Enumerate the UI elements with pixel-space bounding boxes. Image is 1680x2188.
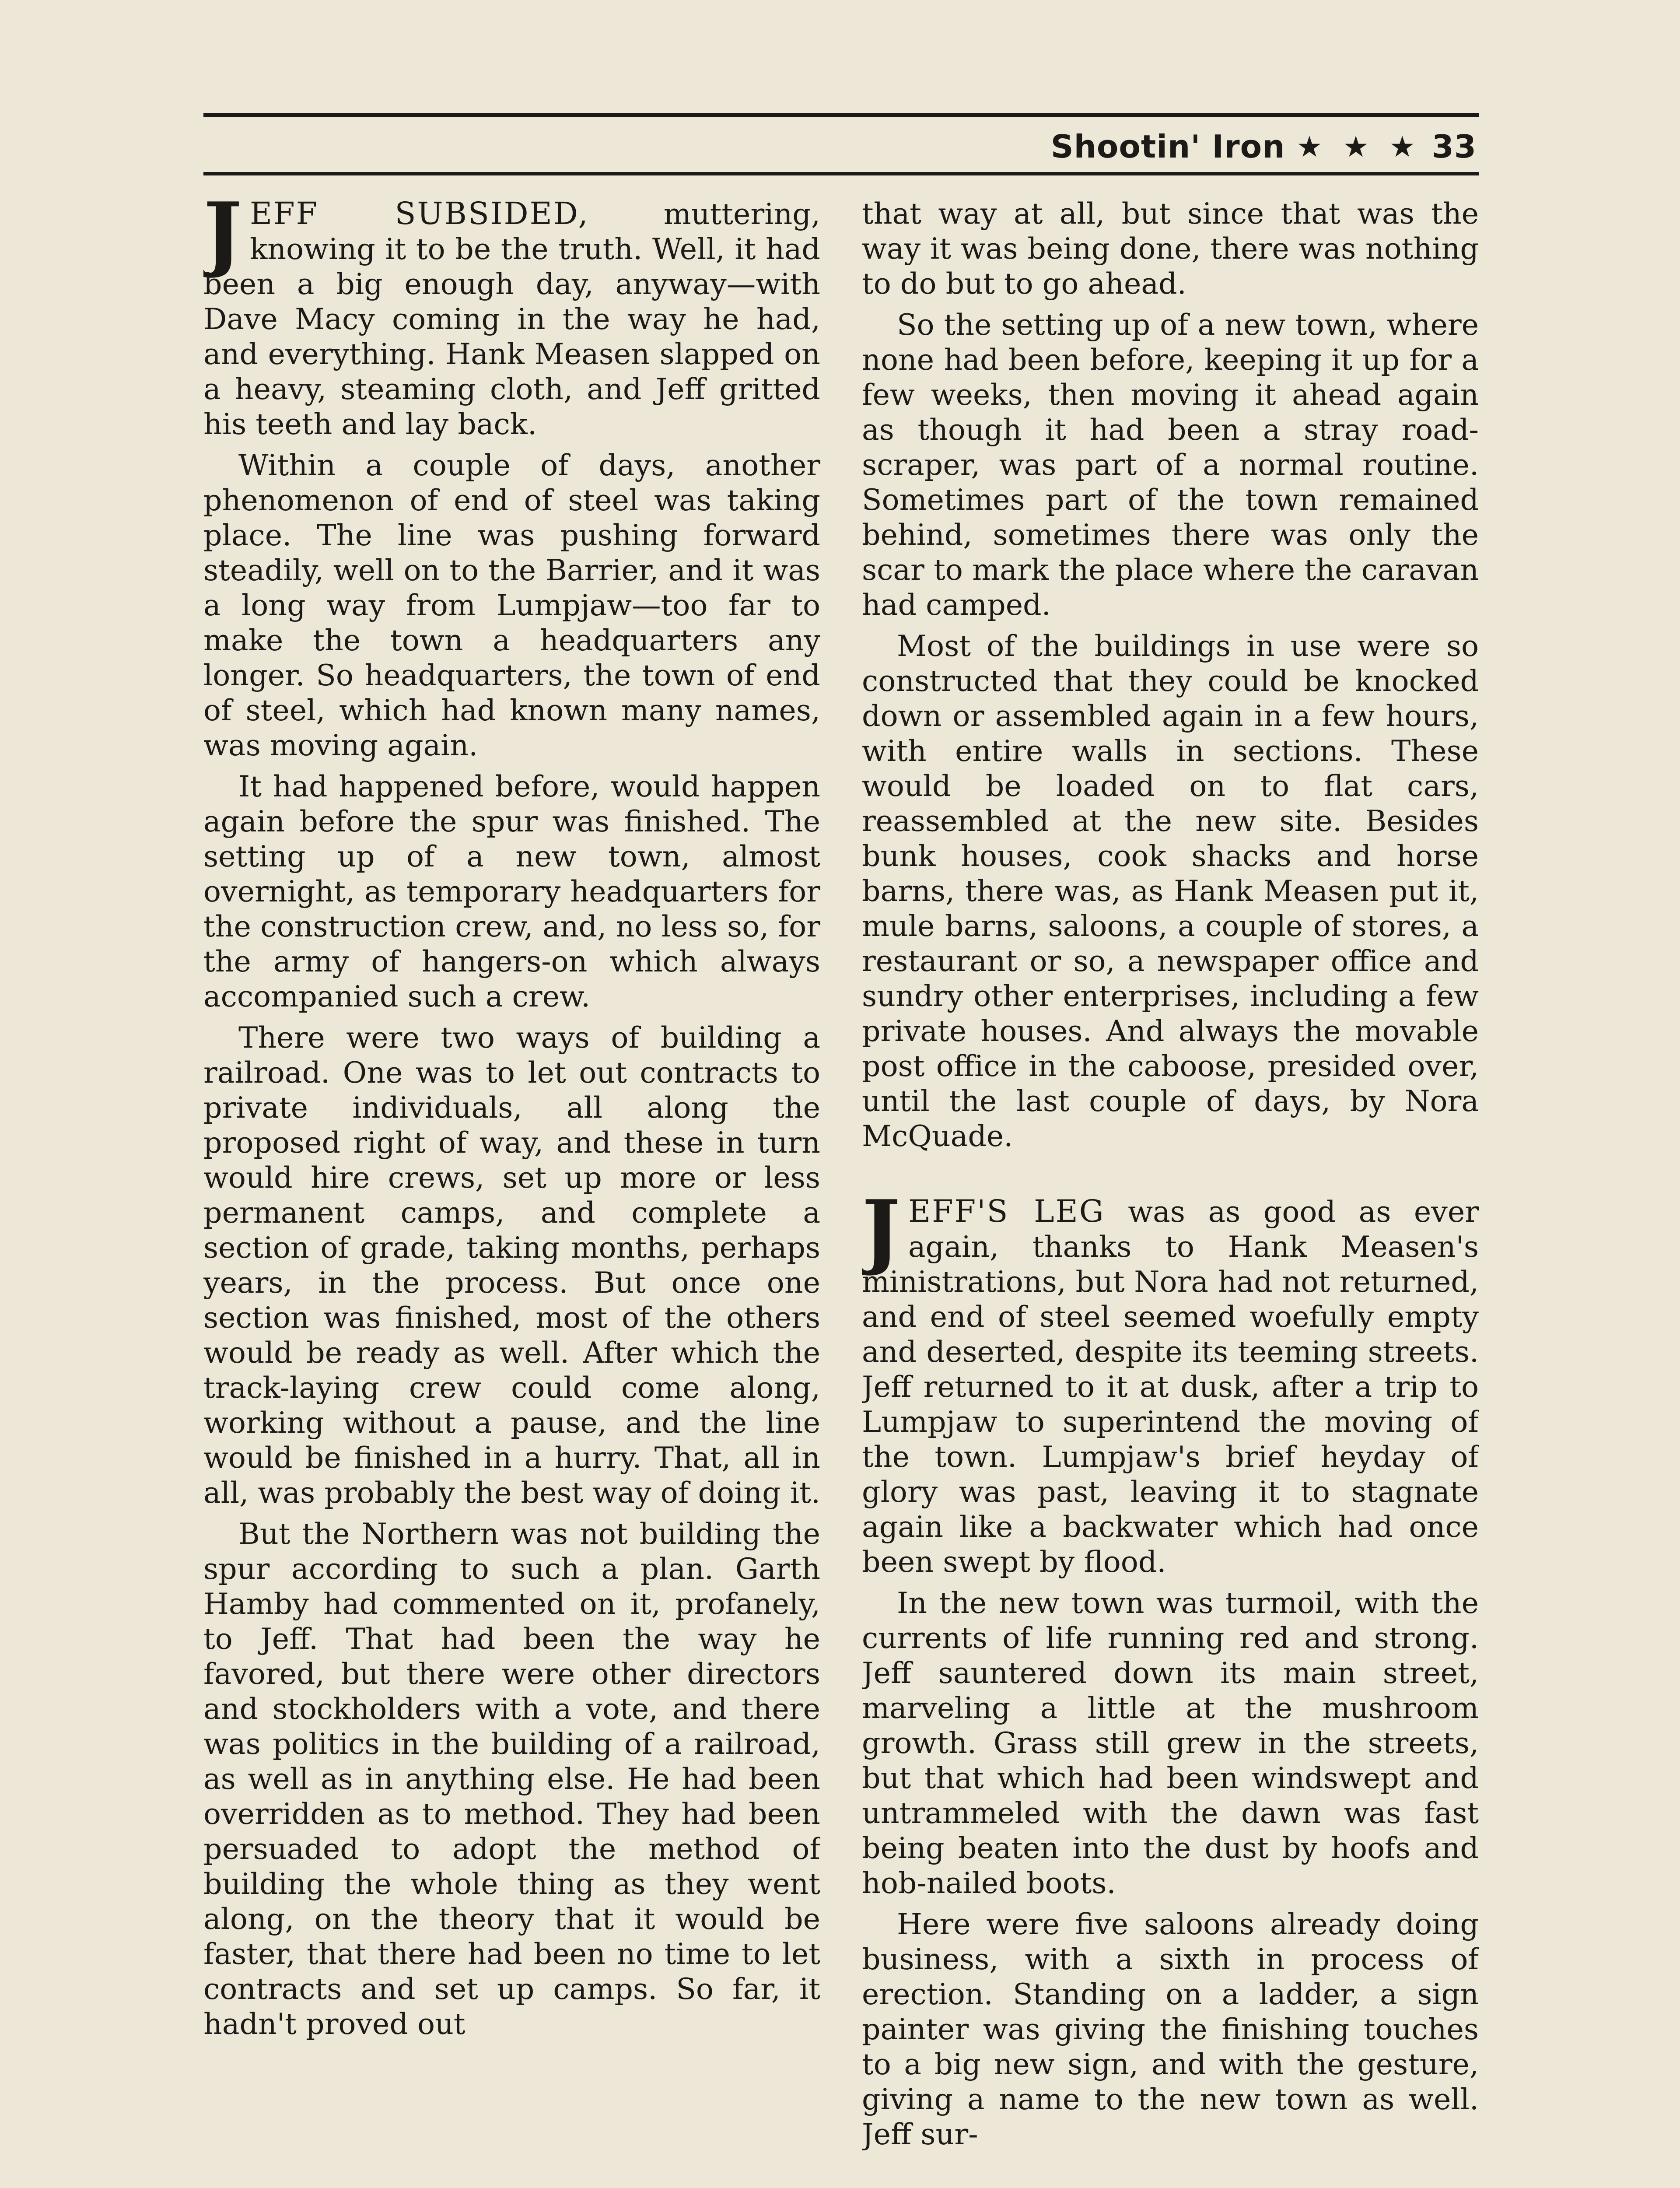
paragraph-text: was as good as ever again, thanks to Hank Measen's ministrations, but Nora had not returned, and end of steel seemed woefully empty and deserted, despite its teeming streets. Jeff returned to it at dusk, after a trip to Lumpjaw to superintend the moving of the town. Lumpjaw's brief heyday of glory was past, leaving it to stagnate again like a backwater which had once been swept by flood. [862, 1195, 1479, 1579]
paragraph [862, 1182, 1479, 1579]
paragraph [203, 196, 820, 442]
header-rule-top [203, 113, 1479, 117]
paragraph: It had happened before, would happen again before the spur was finished. The setting up of a new town, almost overnight, as temporary headquarters for the construction crew, and, no less so, for the army of hangers-on which always accompanied such a crew. [203, 769, 820, 1013]
paragraph: that way at all, but since that was the way it was being done, there was nothing to do but to go ahead. [862, 196, 1479, 301]
running-head [1051, 125, 1477, 168]
drop-cap: J [862, 1182, 901, 1278]
paragraph: Here were five saloons already doing business, with a sixth in process of erection. Standing on a ladder, a sign painter was giving the finishing touches to a big new sign, and with the gesture, giving a name to the new town as well. Jeff sur- [862, 1907, 1479, 2151]
paragraph: There were two ways of building a railroad. One was to let out contracts to private individuals, all along the proposed right of way, and these in turn would hire crews, set up more or less permanent camps, and complete a section of grade, taking months, perhaps years, in the process. But once one section was finished, most of the others would be ready as well. After which the track-laying crew could come along, working without a pause, and the line would be finished in a hurry. That, all in all, was probably the best way of doing it. [203, 1020, 820, 1510]
drop-cap: J [203, 196, 242, 280]
paragraph-text: muttering, knowing it to be the truth. Well, it had been a big enough day, anyway—with Dave Macy coming in the way he had, and everything. Hank Measen slapped on a heavy, steaming cloth, and Jeff gritted his teeth and lay back. [203, 197, 820, 441]
lead-in: EFF'S LEG [908, 1193, 1105, 1229]
paragraph: Within a couple of days, another phenomenon of end of steel was taking place. The line was pushing forward steadily, well on to the Barrier, and it was a long way from Lumpjaw—too far to make the town a headquarters any longer. So headquarters, the town of end of steel, which had known many names, was moving again. [203, 448, 820, 762]
star-icons: ★ ★ ★ [1296, 130, 1421, 164]
page-number: 33 [1432, 128, 1477, 165]
paragraph: So the setting up of a new town, where none had been before, keeping it up for a few weeks, then moving it ahead again as though it had been a stray road-scraper, was part of a normal routine. Sometimes part of the town remained behind, sometimes there was only the scar to mark the place where the caravan had camped. [862, 308, 1479, 622]
paragraph: In the new town was turmoil, with the currents of life running red and strong. Jeff sauntered down its main street, marveling a little at the mushroom growth. Grass still grew in the streets, but that which had been windswept and untrammeled with the dawn was fast being beaten into the dust by hoofs and hob-nailed boots. [862, 1586, 1479, 1900]
magazine-title: Shootin' Iron [1050, 128, 1285, 165]
text-column-left [203, 196, 820, 2188]
header-rule-bottom [203, 172, 1479, 175]
paragraph: Most of the buildings in use were so constructed that they could be knocked down or assembled again in a few hours, with entire walls in sections. These would be loaded on to flat cars, reassembled at the new site. Besides bunk houses, cook shacks and horse barns, there was, as Hank Measen put it, mule barns, saloons, a couple of stores, a restaurant or so, a newspaper office and sundry other enterprises, including a few private houses. And always the movable post office in the caboose, presided over, until the last couple of days, by Nora McQuade. [862, 629, 1479, 1153]
text-column-right [862, 196, 1479, 2188]
lead-in: EFF SUBSIDED, [250, 196, 589, 231]
paragraph: But the Northern was not building the spur according to such a plan. Garth Hamby had commented on it, profanely, to Jeff. That had been the way he favored, but there were other directors and stockholders with a vote, and there was politics in the building of a railroad, as well as in anything else. He had been overridden as to method. They had been persuaded to adopt the method of building the whole thing as they went along, on the theory that it would be faster, that there had been no time to let contracts and set up camps. So far, it hadn't proved out [203, 1517, 820, 2041]
